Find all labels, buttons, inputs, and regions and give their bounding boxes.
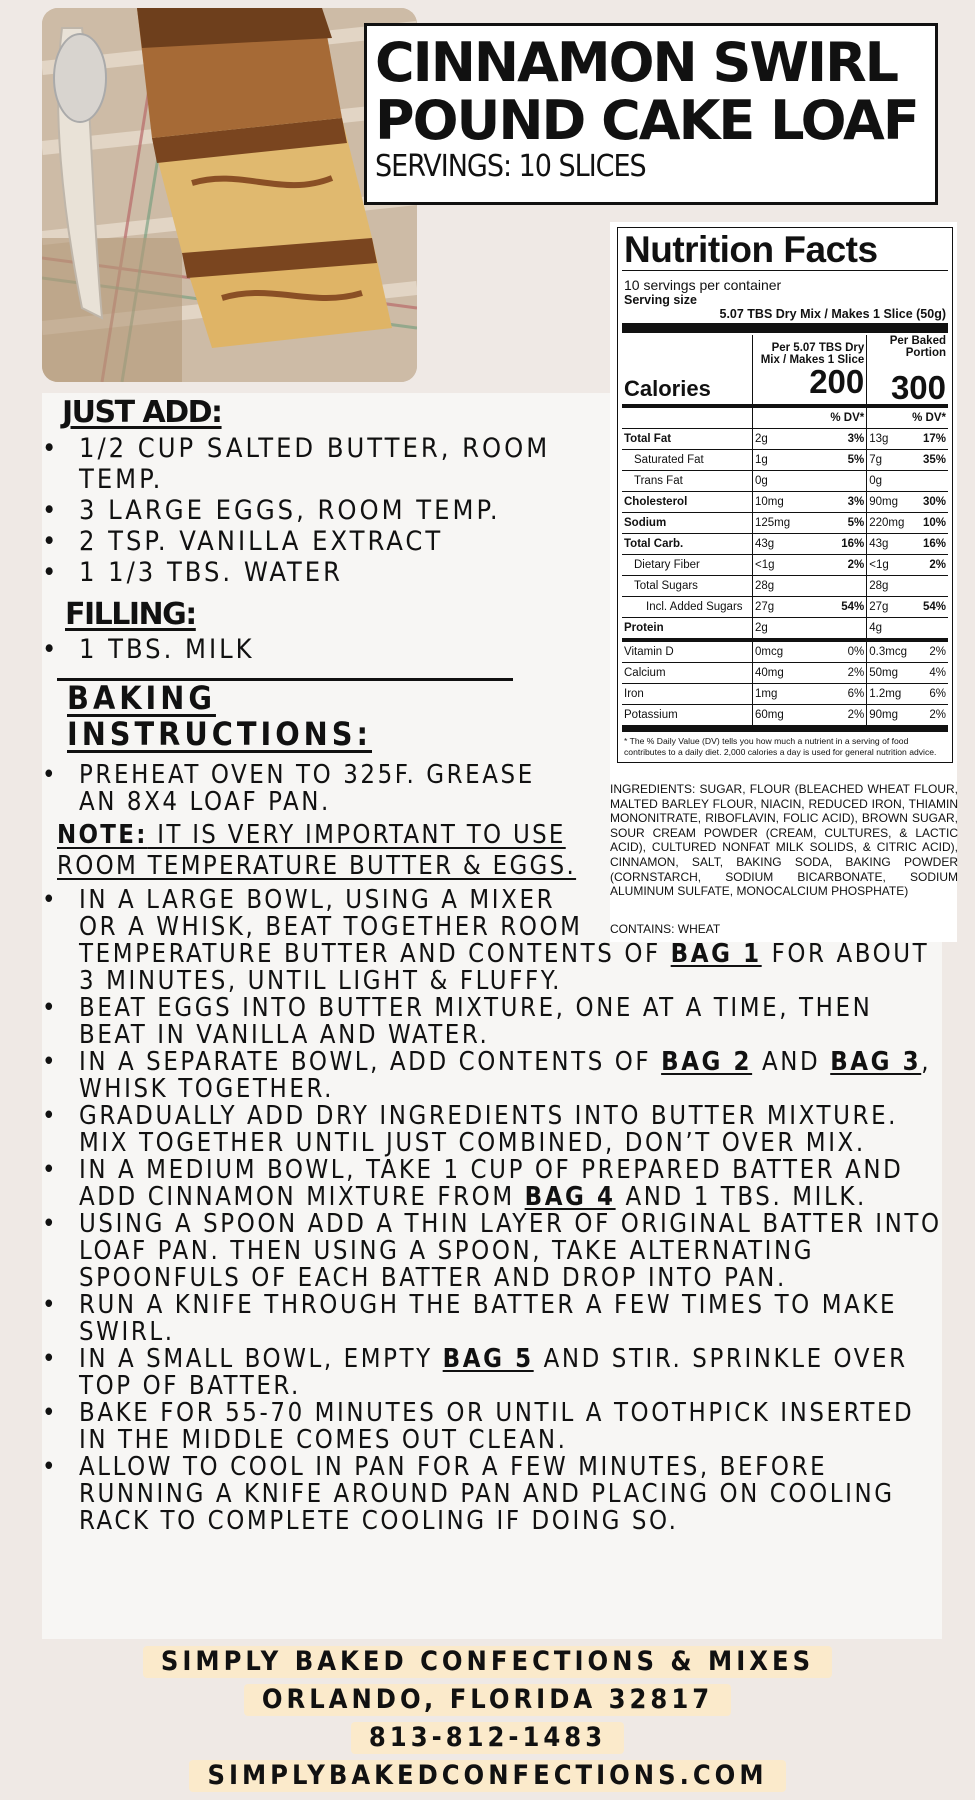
nutrient-a: 2g [753, 429, 820, 450]
nutrient-label: Vitamin D [622, 640, 753, 663]
baking-step: • PREHEAT OVEN TO 325F. GREASE AN 8X4 LOAF PAN. [42, 762, 582, 816]
nutrient-label: Total Sugars [622, 576, 753, 597]
servings-per-container: 10 servings per container [624, 277, 782, 293]
nutrient-row [622, 429, 948, 450]
bag-3-ref: BAG 3 [830, 1047, 922, 1077]
nutrient-ad: 2% [820, 555, 867, 576]
serving-size-value: 5.07 TBS Dry Mix / Makes 1 Slice (50g) [719, 307, 946, 321]
nutrient-ad: 6% [820, 684, 867, 705]
nutrient-b: 0g [867, 471, 917, 492]
nutrient-label: Trans Fat [622, 471, 753, 492]
list-item: • 3 LARGE EGGS, ROOM TEMP. [42, 495, 602, 526]
nutrient-row [622, 705, 948, 726]
baking-note [57, 820, 627, 882]
nutrient-label: Total Fat [622, 429, 753, 450]
nutrient-bd: 30% [916, 492, 948, 513]
nutrient-a: 43g [753, 534, 820, 555]
company-website[interactable]: SIMPLYBAKEDCONFECTIONS.COM [189, 1760, 785, 1792]
nutrient-bd: 6% [916, 684, 948, 705]
nutrient-b: 28g [867, 576, 917, 597]
nutrient-row [622, 597, 948, 618]
nutrition-facts-label [617, 227, 953, 763]
nutrient-ad: 54% [820, 597, 867, 618]
nutrient-bd: 54% [916, 597, 948, 618]
baking-step: • USING A SPOON ADD A THIN LAYER OF ORIGINAL BATTER INTO LOAF PAN. THEN USING A SPOON, TAKE ALTERNATING SPOONFULS OF EACH BATTER AND DROP INTO PAN. [42, 1211, 942, 1292]
nutrient-b: 220mg [867, 513, 917, 534]
baking-step: • IN A MEDIUM BOWL, TAKE 1 CUP OF PREPARED BATTER AND ADD CINNAMON MIXTURE FROM BAG 4 AND 1 TBS. MILK. [42, 1157, 942, 1211]
note-text: IT IS VERY IMPORTANT TO USE ROOM TEMPERATURE BUTTER & EGGS. [57, 820, 577, 881]
nutrient-ad [820, 576, 867, 597]
nutrient-ad [820, 471, 867, 492]
baking-step: • ALLOW TO COOL IN PAN FOR A FEW MINUTES, BEFORE RUNNING A KNIFE AROUND PAN AND PLACING ON COOLING RACK TO COMPLETE COOLING IF DOING SO. [42, 1454, 942, 1535]
nutrient-a: <1g [753, 555, 820, 576]
baking-step: • BEAT EGGS INTO BUTTER MIXTURE, ONE AT A TIME, THEN BEAT IN VANILLA AND WATER. [42, 995, 942, 1049]
nutrient-bd: 16% [916, 534, 948, 555]
recipe-title-line2: POUND CAKE LOAF [375, 89, 918, 152]
nutrition-table [622, 335, 948, 726]
nutrient-bd [916, 471, 948, 492]
just-add-heading: JUST ADD: [62, 395, 222, 430]
nutrient-b: 0.3mcg [867, 640, 917, 663]
nutrient-row [622, 663, 948, 684]
baking-heading-line1: BAKING [67, 679, 216, 717]
baking-heading-line2: INSTRUCTIONS: [67, 715, 372, 753]
col1-header: Per 5.07 TBS Dry Mix / Makes 1 Slice [760, 341, 865, 366]
list-item: • 2 TSP. VANILLA EXTRACT [42, 526, 602, 557]
calories-label: Calories [622, 335, 753, 406]
baking-step-1-list [42, 762, 582, 816]
nutrient-label: Total Carb. [622, 534, 753, 555]
filling-list [42, 634, 602, 665]
just-add-list [42, 433, 602, 588]
nutrient-bd: 17% [916, 429, 948, 450]
nutrient-a: 1mg [753, 684, 820, 705]
calories-value-2: 300 [890, 369, 946, 406]
recipe-title-line1: CINNAMON SWIRL [375, 31, 898, 94]
nutrient-row [622, 513, 948, 534]
nutrient-row [622, 555, 948, 576]
nutrient-bd [916, 576, 948, 597]
company-address: ORLANDO, FLORIDA 32817 [244, 1684, 731, 1716]
nutrient-a: 28g [753, 576, 820, 597]
nutrient-a: 10mg [753, 492, 820, 513]
nutrient-a: 60mg [753, 705, 820, 726]
nutrient-label: Dietary Fiber [622, 555, 753, 576]
company-phone[interactable]: 813-812-1483 [351, 1722, 624, 1754]
cake-photo [42, 8, 417, 382]
company-name: SIMPLY BAKED CONFECTIONS & MIXES [143, 1646, 832, 1678]
baking-steps-list [42, 887, 942, 1535]
cinnamon-swirl-loaf-photo [42, 8, 417, 382]
note-label: NOTE: [57, 820, 148, 850]
nutrition-footnote: * The % Daily Value (DV) tells you how much a nutrient in a serving of food contributes to a daily diet. 2,000 calories a day is used for general nutrition advice. [624, 736, 937, 757]
filling-heading: FILLING: [65, 597, 196, 632]
nutrient-bd: 10% [916, 513, 948, 534]
nutrient-ad [820, 618, 867, 641]
nutrient-row [622, 534, 948, 555]
bag-5-ref: BAG 5 [442, 1344, 534, 1374]
baking-step: • BAKE FOR 55-70 MINUTES OR UNTIL A TOOTHPICK INSERTED IN THE MIDDLE COMES OUT CLEAN. [42, 1400, 942, 1454]
servings: SERVINGS: 10 SLICES [375, 149, 646, 184]
nutrient-b: 50mg [867, 663, 917, 684]
nutrient-ad: 2% [820, 663, 867, 684]
nutrient-b: 7g [867, 450, 917, 471]
nutrient-row [622, 684, 948, 705]
nutrient-label: Sodium [622, 513, 753, 534]
nutrient-a: 40mg [753, 663, 820, 684]
nutrient-label: Potassium [622, 705, 753, 726]
allergen-contains: CONTAINS: WHEAT [610, 922, 721, 936]
nutrient-ad: 3% [820, 429, 867, 450]
nutrient-bd: 2% [916, 555, 948, 576]
dv-header-2: % DV* [867, 406, 948, 429]
list-item: • 1 TBS. MILK [42, 634, 602, 665]
nutrient-b: 1.2mg [867, 684, 917, 705]
nutrient-row [622, 576, 948, 597]
nutrient-row [622, 450, 948, 471]
baking-step: • GRADUALLY ADD DRY INGREDIENTS INTO BUTTER MIXTURE. MIX TOGETHER UNTIL JUST COMBINED, DON’T OVER MIX. [42, 1103, 942, 1157]
nutrient-row [622, 618, 948, 641]
nutrient-a: 125mg [753, 513, 820, 534]
list-item: • 1 1/3 TBS. WATER [42, 557, 602, 588]
nutrient-label: Protein [622, 618, 753, 641]
footer-contact [0, 1646, 975, 1798]
nutrient-label: Calcium [622, 663, 753, 684]
nutrient-b: 4g [867, 618, 917, 641]
nutrient-b: 90mg [867, 492, 917, 513]
nutrient-label: Cholesterol [622, 492, 753, 513]
calories-value-1: 200 [809, 362, 865, 400]
nutrient-b: 27g [867, 597, 917, 618]
nutrient-row [622, 492, 948, 513]
nutrient-bd: 2% [916, 705, 948, 726]
nutrient-ad: 0% [820, 640, 867, 663]
nutrient-b: 90mg [867, 705, 917, 726]
title-box [364, 23, 938, 205]
col2-header: Per Baked Portion [889, 335, 946, 359]
dv-header-1: % DV* [753, 406, 867, 429]
bag-2-ref: BAG 2 [661, 1047, 753, 1077]
bag-4-ref: BAG 4 [524, 1182, 616, 1212]
baking-step: • RUN A KNIFE THROUGH THE BATTER A FEW TIMES TO MAKE SWIRL. [42, 1292, 942, 1346]
nutrient-a: 2g [753, 618, 820, 641]
baking-step: • IN A LARGE BOWL, USING A MIXER OR A WHISK, BEAT TOGETHER ROOM TEMPERATURE BUTTER AND CONTENTS OF BAG 1 FOR ABOUT 3 MINUTES, UNTIL LIGHT & FLUFFY. [42, 887, 942, 995]
list-item: • 1/2 CUP SALTED BUTTER, ROOM TEMP. [42, 433, 602, 495]
nutrient-bd: 2% [916, 640, 948, 663]
nutrient-label: Incl. Added Sugars [622, 597, 753, 618]
nutrient-row [622, 640, 948, 663]
nutrient-a: 1g [753, 450, 820, 471]
nutrient-ad: 16% [820, 534, 867, 555]
nutrient-row [622, 471, 948, 492]
nutrient-ad: 2% [820, 705, 867, 726]
serving-size-label: Serving size [624, 293, 697, 307]
nutrient-b: <1g [867, 555, 917, 576]
bag-1-ref: BAG 1 [670, 939, 762, 969]
nutrient-label: Iron [622, 684, 753, 705]
nutrient-bd [916, 618, 948, 641]
ingredients-list: INGREDIENTS: SUGAR, FLOUR (BLEACHED WHEAT FLOUR, MALTED BARLEY FLOUR, NIACIN, REDUCED IRON, THIAMIN MONONITRATE, RIBOFLAVIN, FOLIC ACID), BROWN SUGAR, SOUR CREAM POWDER (CREAM, CULTURES, & LACTIC ACID), CULTURED NONFAT MILK SOLIDS, & CITRIC ACID), CINNAMON, SALT, BAKING SODA, BAKING POWDER (CORNSTARCH, SODIUM BICARBONATE, SODIUM ALUMINUM SULFATE, MONOCALCIUM PHOSPHATE) [610, 782, 958, 899]
baking-instructions-heading [67, 680, 372, 752]
nutrient-b: 13g [867, 429, 917, 450]
nutrient-a: 0g [753, 471, 820, 492]
nutrient-ad: 5% [820, 513, 867, 534]
nutrient-ad: 3% [820, 492, 867, 513]
nutrition-facts-heading: Nutrition Facts [624, 229, 878, 270]
nutrient-a: 0mcg [753, 640, 820, 663]
nutrient-label: Saturated Fat [622, 450, 753, 471]
baking-step: • IN A SEPARATE BOWL, ADD CONTENTS OF BAG 2 AND BAG 3, WHISK TOGETHER. [42, 1049, 942, 1103]
nutrient-bd: 4% [916, 663, 948, 684]
baking-step: • IN A SMALL BOWL, EMPTY BAG 5 AND STIR. SPRINKLE OVER TOP OF BATTER. [42, 1346, 942, 1400]
nutrient-b: 43g [867, 534, 917, 555]
nutrient-a: 27g [753, 597, 820, 618]
nutrient-ad: 5% [820, 450, 867, 471]
nutrient-bd: 35% [916, 450, 948, 471]
